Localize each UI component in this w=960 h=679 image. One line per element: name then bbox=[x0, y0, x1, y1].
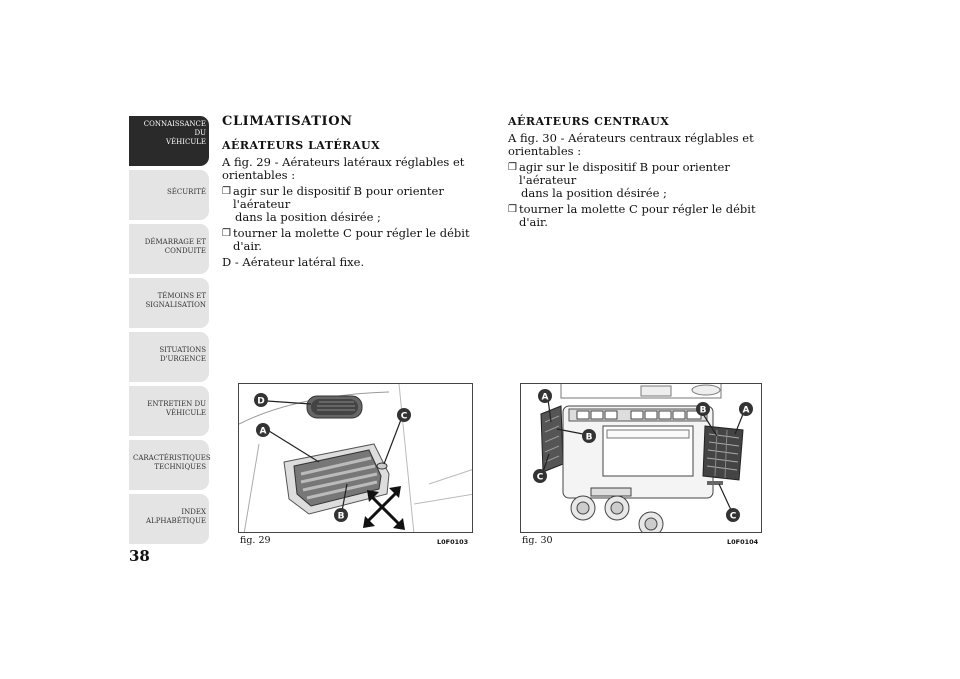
figure-29-code: L0F0103 bbox=[437, 538, 469, 546]
callout-b bbox=[334, 508, 348, 522]
lateral-intro: A fig. 29 - Aérateurs latéraux réglables et orientables : bbox=[222, 155, 465, 182]
tab-label: CONNAISSANCE DU VÉHICULE bbox=[143, 120, 206, 146]
bullet-mark: ❒ bbox=[222, 228, 231, 239]
figure-29-lateral-vents bbox=[238, 383, 473, 533]
callout-c-left bbox=[533, 469, 547, 483]
callout-a-left bbox=[538, 389, 552, 403]
svg-text:D: D bbox=[257, 396, 265, 407]
bullet-mark: ❒ bbox=[508, 162, 517, 173]
tab-label: TÉMOINS ET SIGNALISATION bbox=[145, 292, 206, 309]
bullet-line: dans la position désirée ; bbox=[521, 186, 667, 200]
bullet-text bbox=[519, 161, 770, 200]
svg-text:A: A bbox=[259, 426, 267, 437]
bullet-text bbox=[233, 185, 484, 224]
callout-c bbox=[397, 408, 411, 422]
tab-demarrage-et-conduite[interactable] bbox=[129, 224, 209, 274]
bullet-text: tourner la molette C pour régler le débit d'air. bbox=[519, 202, 756, 229]
figure-30-central-vents bbox=[520, 383, 762, 533]
tab-label: INDEX ALPHABÉTIQUE bbox=[145, 508, 206, 525]
lateral-fixed-vent: D - Aérateur latéral fixe. bbox=[222, 255, 365, 269]
column-right bbox=[508, 114, 770, 232]
lateral-bullet-flow bbox=[222, 227, 484, 253]
bullet-line: agir sur le dispositif B pour orienter l'aérateur bbox=[519, 160, 730, 187]
figure-30-caption: fig. 30 bbox=[522, 535, 553, 546]
callout-a bbox=[256, 423, 270, 437]
fixed-vent-d bbox=[307, 396, 362, 418]
tab-label: CARACTÉRISTIQUES TECHNIQUES bbox=[133, 454, 211, 471]
bullet-line: agir sur le dispositif B pour orienter l'aérateur bbox=[233, 184, 444, 211]
central-intro: A fig. 30 - Aérateurs centraux réglables et orientables : bbox=[508, 131, 754, 158]
svg-text:C: C bbox=[400, 411, 408, 422]
central-heading: AÉRATEURS CENTRAUX bbox=[508, 115, 670, 128]
tab-label: SITUATIONS D'URGENCE bbox=[159, 346, 206, 363]
figure-30-code: L0F0104 bbox=[727, 538, 759, 546]
tab-entretien-du-vehicule[interactable] bbox=[129, 386, 209, 436]
callout-d bbox=[254, 393, 268, 407]
figure-29-caption: fig. 29 bbox=[240, 535, 271, 546]
callout-b-right bbox=[696, 402, 710, 416]
tab-situations-d-urgence[interactable] bbox=[129, 332, 209, 382]
adjustable-vent-a bbox=[284, 444, 389, 514]
lateral-bullet-orient bbox=[222, 185, 484, 224]
svg-text:B: B bbox=[337, 511, 345, 522]
column-left bbox=[222, 114, 484, 272]
central-vent-left bbox=[541, 406, 563, 472]
page-number: 38 bbox=[129, 547, 150, 565]
central-vent-illustration bbox=[521, 384, 762, 533]
svg-text:C: C bbox=[729, 511, 737, 522]
bullet-mark: ❒ bbox=[508, 204, 517, 215]
svg-text:B: B bbox=[585, 432, 593, 443]
central-bullet-orient bbox=[508, 161, 770, 200]
bullet-text: tourner la molette C pour régler le débit d'air. bbox=[233, 226, 470, 253]
tab-temoins-et-signalisation[interactable] bbox=[129, 278, 209, 328]
tab-connaissance-du-vehicule[interactable] bbox=[129, 116, 209, 166]
central-bullet-flow bbox=[508, 203, 770, 229]
tab-label: DÉMARRAGE ET CONDUITE bbox=[144, 238, 206, 255]
svg-text:A: A bbox=[541, 392, 549, 403]
tab-label: SÉCURITÉ bbox=[167, 188, 206, 196]
lateral-vent-illustration bbox=[239, 384, 473, 533]
tab-securite[interactable] bbox=[129, 170, 209, 220]
callout-a-right bbox=[739, 402, 753, 416]
callout-b-left bbox=[582, 429, 596, 443]
svg-text:A: A bbox=[742, 405, 750, 416]
bullet-line: dans la position désirée ; bbox=[235, 210, 381, 224]
tab-index-alphabetique[interactable] bbox=[129, 494, 209, 544]
console-buttons bbox=[577, 411, 701, 419]
bullet-mark: ❒ bbox=[222, 186, 231, 197]
svg-text:C: C bbox=[536, 472, 544, 483]
central-vent-right bbox=[703, 426, 743, 485]
section-title: CLIMATISATION bbox=[222, 114, 353, 129]
svg-text:B: B bbox=[699, 405, 707, 416]
lateral-heading: AÉRATEURS LATÉRAUX bbox=[222, 139, 381, 152]
tab-label: ENTRETIEN DU VÉHICULE bbox=[147, 400, 206, 417]
tab-caracteristiques-techniques[interactable] bbox=[129, 440, 209, 490]
callout-c-right bbox=[726, 508, 740, 522]
